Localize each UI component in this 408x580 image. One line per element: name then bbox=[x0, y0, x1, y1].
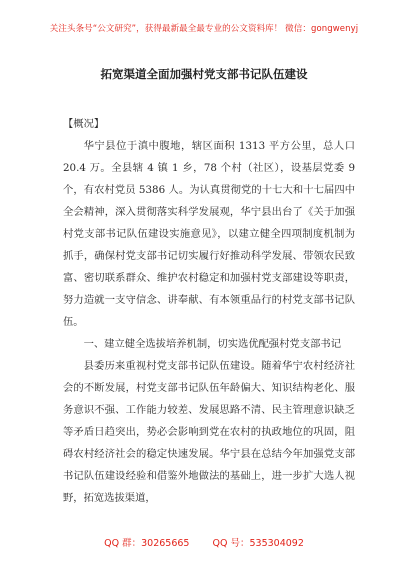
document-title: 拓宽渠道全面加强村党支部书记队伍建设 bbox=[100, 67, 308, 81]
body-paragraph: 华宁县位于滇中腹地，辖区面积 1313 平方公里，总人口 20.4 万。全县辖 4 镇 1 乡，78 个村（社区），设基层党委 9 个，有农村党员 5386 人。为认真贯彻党的十七大和十七届四中全会精神，深入贯彻落实科学发展观，华宁县出台了《关于加强村党支部书记队伍建设实施意见》，以建立健全四项制度机制为抓手，确保村党支部书记切实履行好推动科学发展、带领农民致富、密切联系群众、维护农村稳定和加强村党支部建设等职责，努力造就一支守信念、讲奉献、有本领重品行的村党支部书记队伍。 bbox=[63, 140, 355, 328]
promo-header: 关注头条号“公文研究”，获得最新最全最专业的公文资料库！ 微信：gongwenyj bbox=[49, 24, 359, 34]
section-heading: 【概况】 bbox=[63, 118, 105, 130]
body-paragraph: 县委历来重视村党支部书记队伍建设。随着华宁农村经济社会的不断发展，村党支部书记队伍年龄偏大、知识结构老化、服务意识不强、工作能力较差、发展思路不清、民主管理意识缺乏等矛盾日趋突出，势必会影响到党在农村的执政地位的巩固，阻碍农村经济社会的稳定快速发展。华宁县在总结今年加强党支部书记队伍建设经验和借鉴外地做法的基础上，进一步扩大选人视野，拓宽选拔渠道， bbox=[63, 360, 355, 504]
qq-number-text: QQ 号：535304092 bbox=[212, 538, 304, 549]
qq-group-text: QQ 群：30265665 bbox=[104, 538, 190, 549]
body-paragraph: 一、建立健全选拔培养机制，切实选优配强村党支部书记 bbox=[83, 338, 342, 350]
contact-footer bbox=[0, 535, 408, 549]
document-body bbox=[63, 113, 355, 509]
